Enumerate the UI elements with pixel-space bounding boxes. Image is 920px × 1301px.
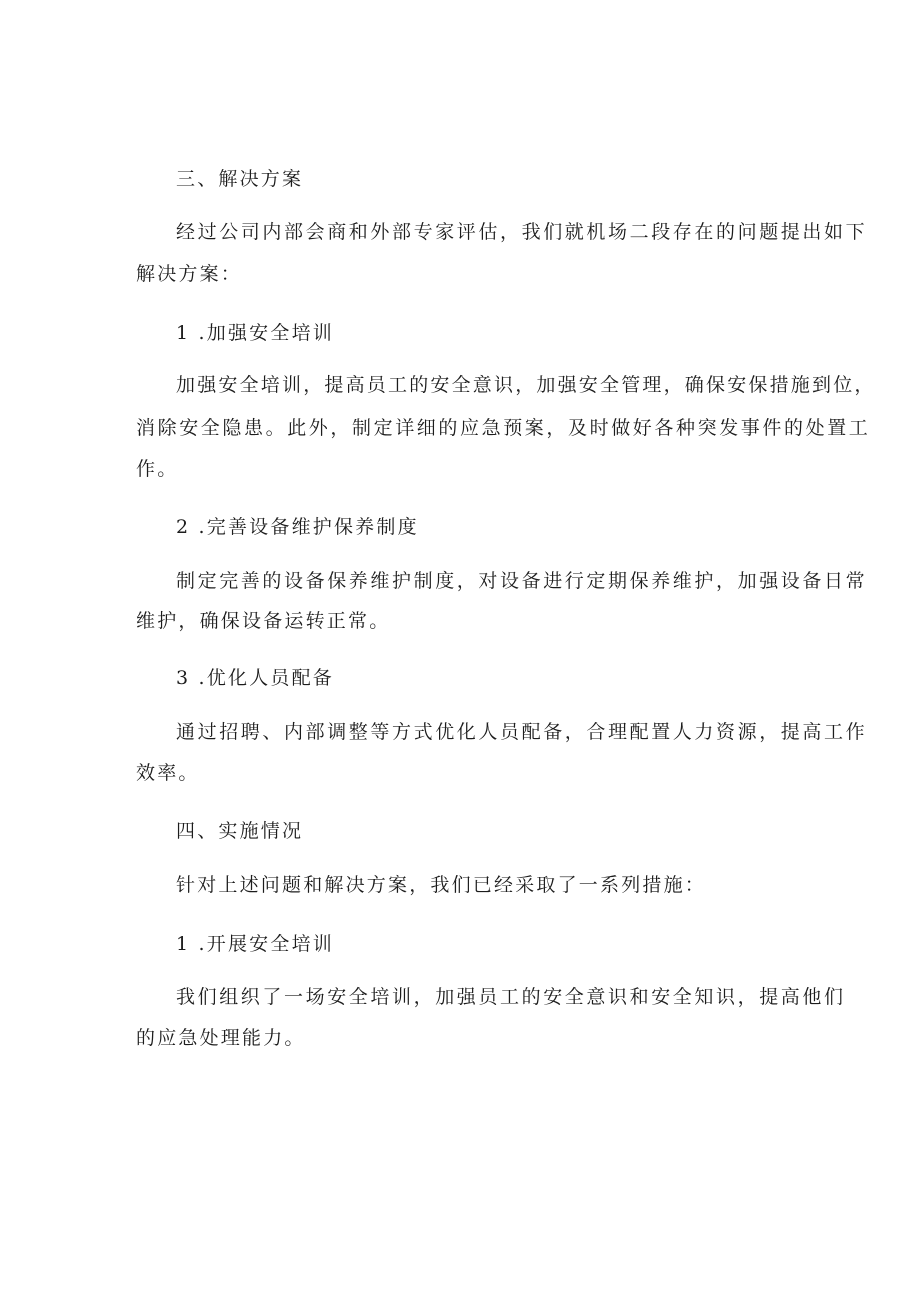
- subheading-staffing: 3 .优化人员配备: [176, 667, 334, 689]
- subheading-equipment-maintenance: 2 .完善设备维护保养制度: [176, 516, 419, 538]
- section-heading-implementation: 四、实施情况: [176, 820, 304, 842]
- paragraph-line: 经过公司内部会商和外部专家评估，我们就机场二段存在的问题提出如下: [176, 221, 868, 243]
- subheading-conduct-training: 1 .开展安全培训: [176, 933, 334, 955]
- section-heading-solutions: 三、解决方案: [176, 168, 304, 190]
- paragraph-line: 针对上述问题和解决方案，我们已经采取了一系列措施：: [176, 874, 707, 896]
- paragraph-line: 通过招聘、内部调整等方式优化人员配备，合理配置人力资源，提高工作: [176, 721, 868, 743]
- paragraph-line: 制定完善的设备保养维护制度，对设备进行定期保养维护，加强设备日常: [176, 570, 868, 592]
- paragraph-line: 加强安全培训，提高员工的安全意识，加强安全管理，确保安保措施到位，: [176, 374, 876, 396]
- paragraph-line: 消除安全隐患。此外，制定详细的应急预案，及时做好各种突发事件的处置工: [136, 417, 871, 439]
- paragraph-line: 我们组织了一场安全培训，加强员工的安全意识和安全知识，提高他们: [176, 986, 846, 1008]
- paragraph-line: 的应急处理能力。: [136, 1027, 306, 1049]
- paragraph-line: 解决方案：: [136, 263, 243, 285]
- paragraph-line: 作。: [136, 458, 179, 480]
- paragraph-line: 维护，确保设备运转正常。: [136, 610, 391, 632]
- subheading-safety-training: 1 .加强安全培训: [176, 322, 334, 344]
- paragraph-line: 效率。: [136, 762, 200, 784]
